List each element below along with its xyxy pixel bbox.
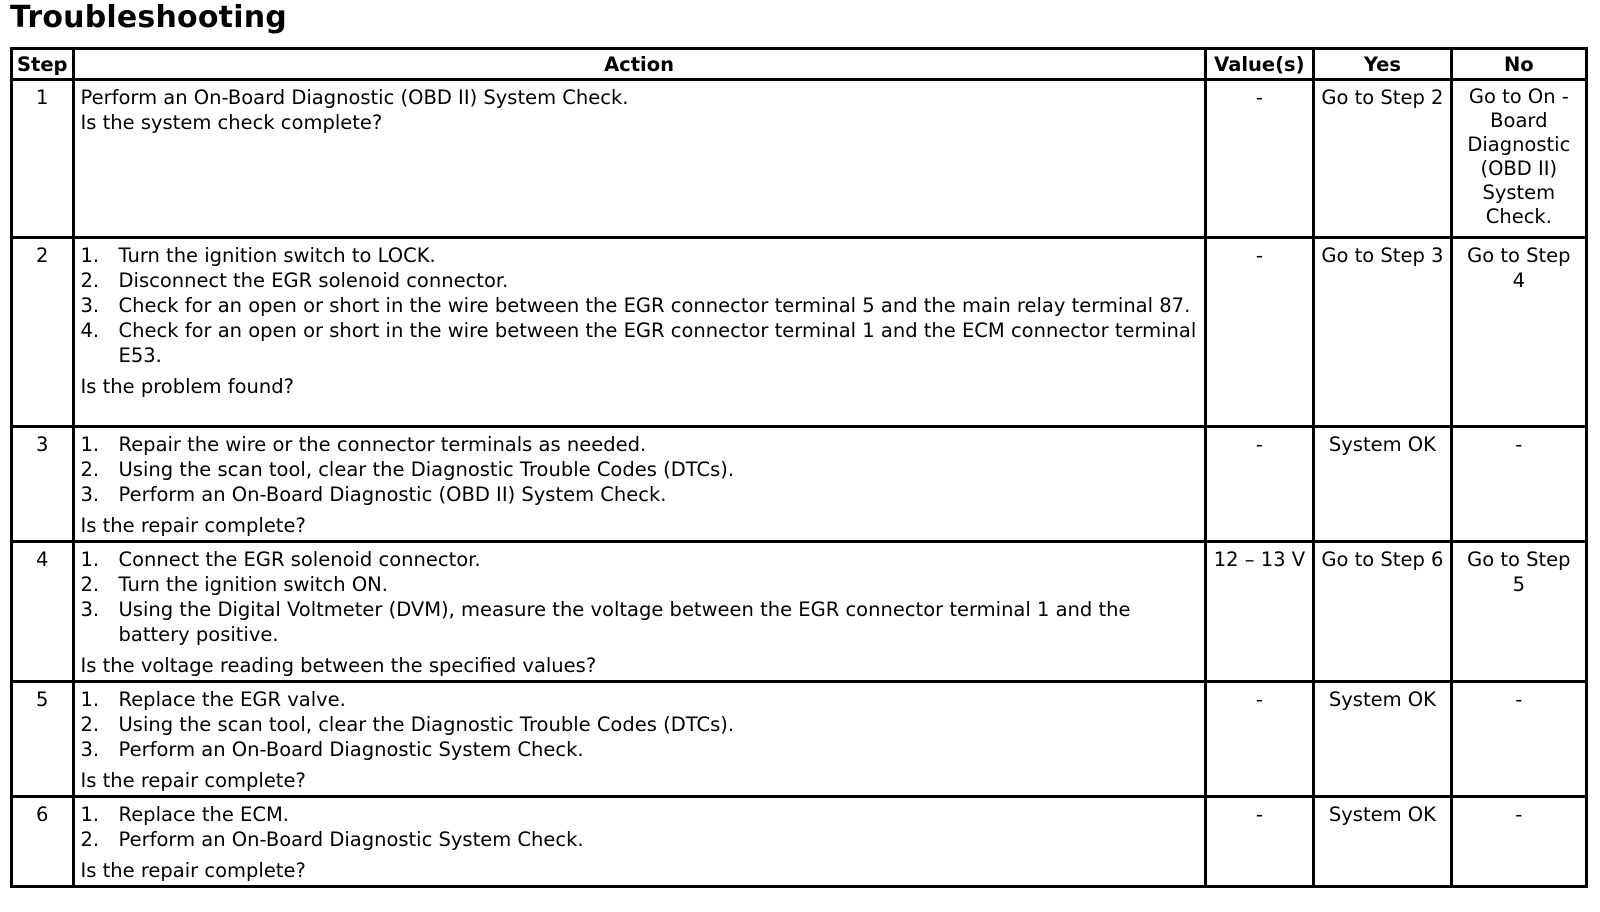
item-text: Turn the ignition switch to LOCK. bbox=[118, 244, 436, 267]
action-question: Is the problem found? bbox=[80, 375, 294, 398]
item-text: Replace the ECM. bbox=[118, 803, 290, 826]
item-number: 1. bbox=[80, 803, 100, 826]
header-yes: Yes bbox=[1314, 49, 1451, 80]
step-number: 2 bbox=[12, 238, 74, 427]
item-number: 2. bbox=[80, 269, 100, 292]
list-item bbox=[81, 293, 1198, 318]
action-cell bbox=[73, 542, 1205, 682]
no-cell: - bbox=[1451, 797, 1586, 887]
action-list bbox=[81, 547, 1198, 647]
item-number: 3. bbox=[80, 294, 100, 317]
item-number: 2. bbox=[80, 713, 100, 736]
item-number: 2. bbox=[80, 828, 100, 851]
step-number: 6 bbox=[12, 797, 74, 887]
header-action: Action bbox=[73, 49, 1205, 80]
item-text: Perform an On-Board Diagnostic System Check. bbox=[118, 828, 584, 851]
yes-cell: System OK bbox=[1314, 427, 1451, 542]
yes-cell: Go to Step 2 bbox=[1314, 80, 1451, 238]
action-cell bbox=[73, 80, 1205, 238]
action-cell bbox=[73, 427, 1205, 542]
list-item bbox=[81, 268, 1198, 293]
table-row bbox=[12, 80, 1587, 238]
item-text: Using the scan tool, clear the Diagnostic Trouble Codes (DTCs). bbox=[118, 713, 735, 736]
list-item bbox=[81, 827, 1198, 852]
item-text: Repair the wire or the connector terminals as needed. bbox=[118, 433, 647, 456]
no-cell: - bbox=[1451, 682, 1586, 797]
action-question: Is the repair complete? bbox=[80, 769, 306, 792]
yes-cell: System OK bbox=[1314, 682, 1451, 797]
step-number: 3 bbox=[12, 427, 74, 542]
action-question: Is the voltage reading between the specified values? bbox=[80, 654, 597, 677]
yes-cell: Go to Step 3 bbox=[1314, 238, 1451, 427]
value-cell: 12 – 13 V bbox=[1205, 542, 1314, 682]
action-question: Is the repair complete? bbox=[80, 514, 306, 537]
item-number: 1. bbox=[80, 244, 100, 267]
item-text: Check for an open or short in the wire between the EGR connector terminal 5 and the main relay terminal 87. bbox=[118, 294, 1191, 317]
item-text: Check for an open or short in the wire between the EGR connector terminal 1 and the ECM connector terminal E53. bbox=[118, 319, 1197, 367]
item-number: 1. bbox=[80, 548, 100, 571]
list-item bbox=[81, 243, 1198, 268]
no-cell: Go to Step 5 bbox=[1451, 542, 1586, 682]
item-text: Using the Digital Voltmeter (DVM), measure the voltage between the EGR connector terminal 1 and the battery positive. bbox=[118, 598, 1131, 646]
step-number: 1 bbox=[12, 80, 74, 238]
item-text: Turn the ignition switch ON. bbox=[118, 573, 388, 596]
item-number: 4. bbox=[80, 319, 100, 342]
list-item bbox=[81, 318, 1198, 368]
header-no: No bbox=[1451, 49, 1586, 80]
table-row bbox=[12, 797, 1587, 887]
table-row bbox=[12, 542, 1587, 682]
action-text: Perform an On-Board Diagnostic (OBD II) System Check. bbox=[80, 86, 629, 109]
no-cell: Go to On -Board Diagnostic (OBD II) System Check. bbox=[1451, 80, 1586, 238]
action-list bbox=[81, 687, 1198, 762]
action-list bbox=[81, 243, 1198, 368]
item-text: Perform an On-Board Diagnostic System Check. bbox=[118, 738, 584, 761]
list-item bbox=[81, 712, 1198, 737]
item-text: Using the scan tool, clear the Diagnostic Trouble Codes (DTCs). bbox=[118, 458, 735, 481]
value-cell: - bbox=[1205, 238, 1314, 427]
list-item bbox=[81, 802, 1198, 827]
item-text: Perform an On-Board Diagnostic (OBD II) System Check. bbox=[118, 483, 667, 506]
action-question: Is the system check complete? bbox=[80, 111, 383, 134]
item-text: Disconnect the EGR solenoid connector. bbox=[118, 269, 509, 292]
item-number: 1. bbox=[80, 688, 100, 711]
yes-cell: System OK bbox=[1314, 797, 1451, 887]
list-item bbox=[81, 597, 1198, 647]
item-number: 3. bbox=[80, 598, 100, 621]
list-item bbox=[81, 737, 1198, 762]
header-row bbox=[12, 49, 1587, 80]
value-cell: - bbox=[1205, 80, 1314, 238]
table-row bbox=[12, 682, 1587, 797]
table-row bbox=[12, 427, 1587, 542]
step-number: 5 bbox=[12, 682, 74, 797]
list-item bbox=[81, 572, 1198, 597]
value-cell: - bbox=[1205, 682, 1314, 797]
item-number: 2. bbox=[80, 573, 100, 596]
header-values: Value(s) bbox=[1205, 49, 1314, 80]
list-item bbox=[81, 457, 1198, 482]
value-cell: - bbox=[1205, 797, 1314, 887]
item-number: 2. bbox=[80, 458, 100, 481]
yes-cell: Go to Step 6 bbox=[1314, 542, 1451, 682]
item-text: Replace the EGR valve. bbox=[118, 688, 346, 711]
header-step: Step bbox=[12, 49, 74, 80]
item-text: Connect the EGR solenoid connector. bbox=[118, 548, 481, 571]
troubleshooting-table bbox=[10, 47, 1588, 888]
list-item bbox=[81, 687, 1198, 712]
step-number: 4 bbox=[12, 542, 74, 682]
list-item bbox=[81, 547, 1198, 572]
action-cell bbox=[73, 682, 1205, 797]
value-cell: - bbox=[1205, 427, 1314, 542]
table-row bbox=[12, 238, 1587, 427]
item-number: 3. bbox=[80, 738, 100, 761]
action-list bbox=[81, 432, 1198, 507]
list-item bbox=[81, 432, 1198, 457]
action-question: Is the repair complete? bbox=[80, 859, 306, 882]
item-number: 3. bbox=[80, 483, 100, 506]
no-cell: - bbox=[1451, 427, 1586, 542]
page-title: Troubleshooting bbox=[10, 0, 287, 35]
list-item bbox=[81, 482, 1198, 507]
action-list bbox=[81, 802, 1198, 852]
item-number: 1. bbox=[80, 433, 100, 456]
action-cell bbox=[73, 238, 1205, 427]
action-cell bbox=[73, 797, 1205, 887]
no-cell: Go to Step 4 bbox=[1451, 238, 1586, 427]
